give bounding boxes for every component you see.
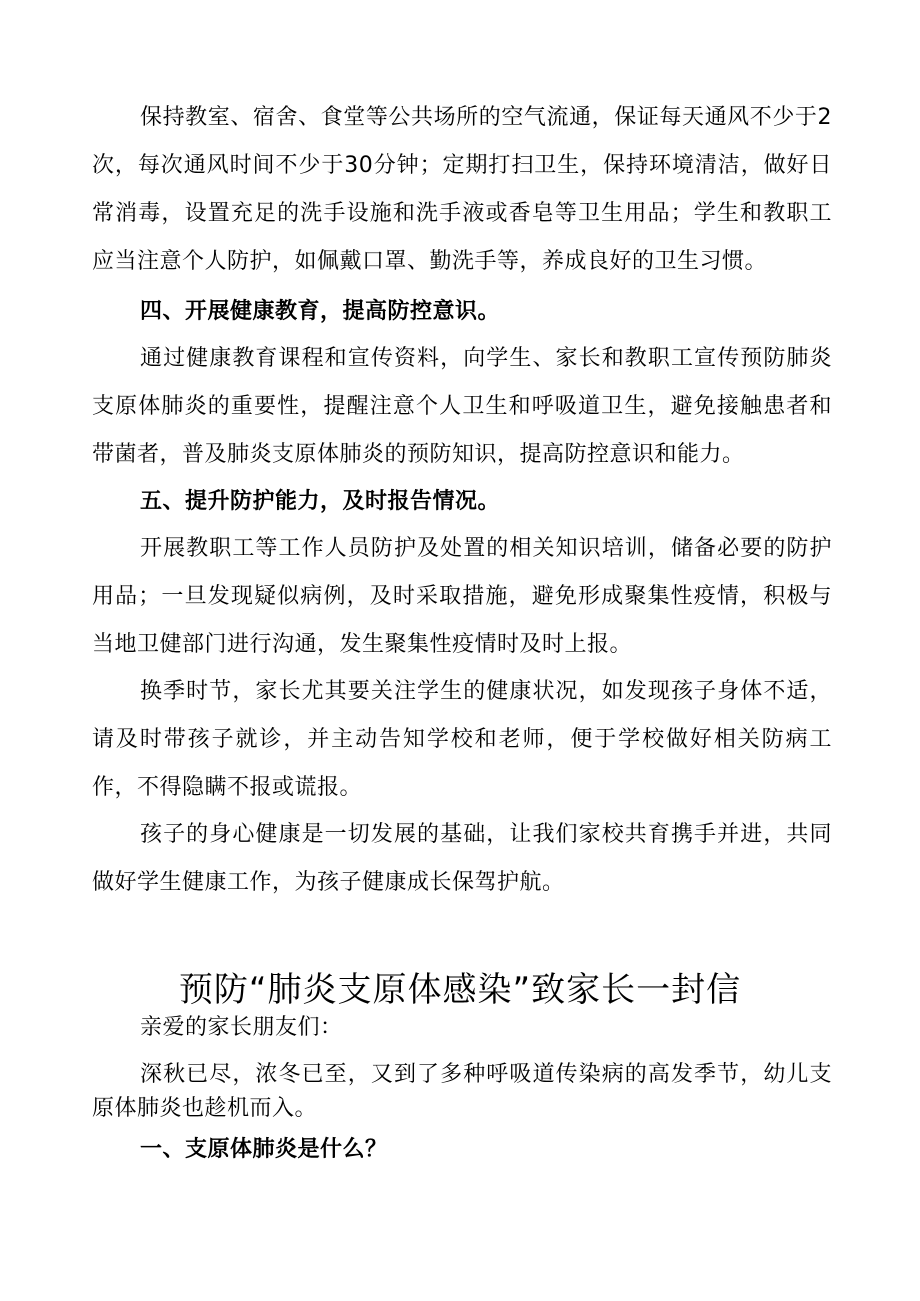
paragraph-home-school: 孩子的身心健康是一切发展的基础，让我们家校共育携手并进，共同做好学生健康工作，为孩子健康成长保驾护航。 bbox=[92, 822, 832, 895]
heading-protection: 五、提升防护能力，及时报告情况。 bbox=[140, 489, 501, 514]
letter-salutation: 亲爱的家长朋友们： bbox=[140, 1015, 343, 1040]
letter-heading-what-is: 一、支原体肺炎是什么？ bbox=[140, 1137, 388, 1162]
paragraph-protection: 开展教职工等工作人员防护及处置的相关知识培训，储备必要的防护用品；一旦发现疑似病例，及时采取措施，避免形成聚集性疫情，积极与当地卫健部门进行沟通，发生聚集性疫情时及时上报。 bbox=[92, 536, 832, 657]
letter-title: 预防“肺炎支原体感染”致家长一封信 bbox=[178, 970, 742, 1010]
paragraph-parents-attention: 换季时节，家长尤其要关注学生的健康状况，如发现孩子身体不适，请及时带孩子就诊，并主动告知学校和老师，便于学校做好相关防病工作，不得隐瞒不报或谎报。 bbox=[92, 679, 832, 800]
heading-health-education: 四、开展健康教育，提高防控意识。 bbox=[140, 299, 501, 324]
letter-intro-paragraph: 深秋已尽，浓冬已至，又到了多种呼吸道传染病的高发季节，幼儿支原体肺炎也趁机而入。 bbox=[92, 1062, 832, 1121]
paragraph-health-education: 通过健康教育课程和宣传资料，向学生、家长和教职工宣传预防肺炎支原体肺炎的重要性，提醒注意个人卫生和呼吸道卫生，避免接触患者和带菌者，普及肺炎支原体肺炎的预防知识，提高防控意识和能力。 bbox=[92, 346, 832, 467]
paragraph-ventilation: 保持教室、宿舍、食堂等公共场所的空气流通，保证每天通风不少于2次，每次通风时间不少于30分钟；定期打扫卫生，保持环境清洁，做好日常消毒，设置充足的洗手设施和洗手液或香皂等卫生用品；学生和教职工应当注意个人防护，如佩戴口罩、勤洗手等，养成良好的卫生习惯。 bbox=[92, 105, 832, 274]
